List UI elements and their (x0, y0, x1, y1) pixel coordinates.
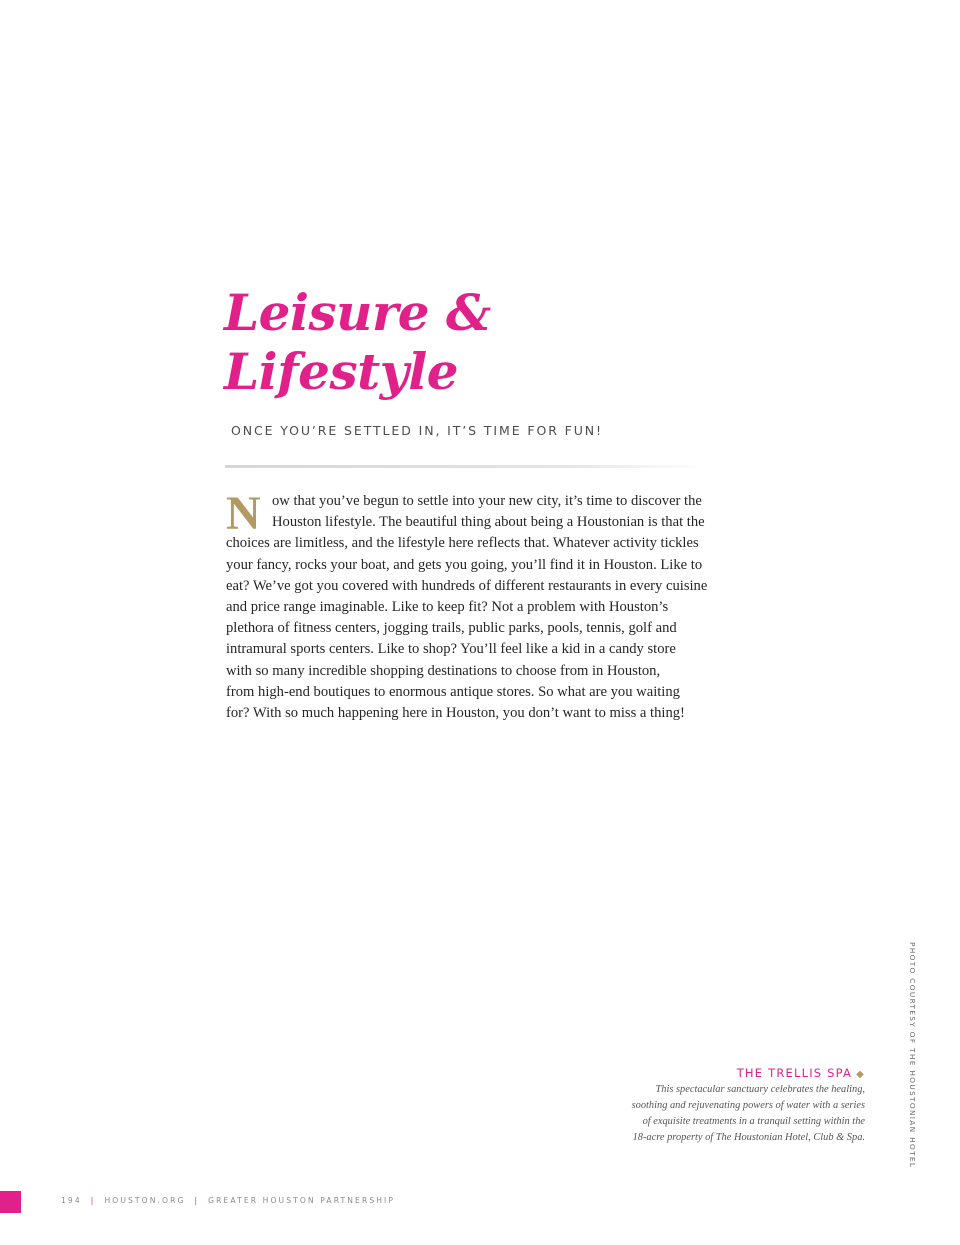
intro-paragraph (226, 487, 734, 724)
page-subtitle: ONCE YOU’RE SETTLED IN, IT’S TIME FOR FUN! (231, 423, 603, 438)
caption-line: of exquisite treatments in a tranquil setting within the (642, 1116, 865, 1127)
paragraph-line: your fancy, rocks your boat, and gets you going, you’ll find it in Houston. Like to (226, 556, 703, 573)
footer-separator: | (194, 1196, 200, 1205)
caption-heading (737, 1066, 865, 1080)
paragraph-line: from high-end boutiques to enormous antique stores. So what are you waiting (226, 683, 680, 700)
paragraph-line: with so many incredible shopping destinations to choose from in Houston, (226, 662, 661, 679)
drop-cap: N (226, 487, 261, 540)
title-line-2: Lifestyle (224, 342, 459, 401)
caption-line: This spectacular sanctuary celebrates the healing, (655, 1084, 865, 1095)
paragraph-line: ow that you’ve begun to settle into your new city, it’s time to discover the (272, 493, 702, 509)
page-footer (61, 1196, 395, 1205)
page-title (224, 283, 491, 401)
divider-rule (225, 465, 707, 468)
paragraph-line: eat? We’ve got you covered with hundreds of different restaurants in every cuisine (226, 577, 708, 594)
footer-separator: | (90, 1196, 96, 1205)
paragraph-line: intramural sports centers. Like to shop? You’ll feel like a kid in a candy store (226, 641, 676, 658)
photo-credit: PHOTO COURTESY OF THE HOUSTONIAN HOTEL (908, 942, 917, 1169)
paragraph-line: and price range imaginable. Like to keep fit? Not a problem with Houston’s (226, 599, 669, 616)
footer-site-link: HOUSTON.ORG (104, 1196, 186, 1205)
paragraph-line: Houston lifestyle. The beautiful thing about being a Houstonian is that the (272, 514, 705, 531)
diamond-icon: ◆ (856, 1069, 865, 1080)
paragraph-line: for? With so much happening here in Houston, you don’t want to miss a thing! (226, 705, 685, 722)
caption-line: 18-acre property of The Houstonian Hotel, Club & Spa. (632, 1132, 865, 1143)
folio-color-bar (0, 1191, 21, 1213)
caption-title: THE TRELLIS SPA (736, 1066, 853, 1080)
title-line-1: Leisure & (224, 283, 491, 342)
caption-line: soothing and rejuvenating powers of water with a series (631, 1100, 865, 1111)
paragraph-line: plethora of fitness centers, jogging trails, public parks, pools, tennis, golf and (226, 620, 677, 637)
footer-organization: GREATER HOUSTON PARTNERSHIP (208, 1196, 396, 1205)
photo-caption (575, 1082, 865, 1146)
paragraph-line: choices are limitless, and the lifestyle here reflects that. Whatever activity tickles (226, 535, 699, 552)
page-number: 194 (61, 1196, 82, 1205)
